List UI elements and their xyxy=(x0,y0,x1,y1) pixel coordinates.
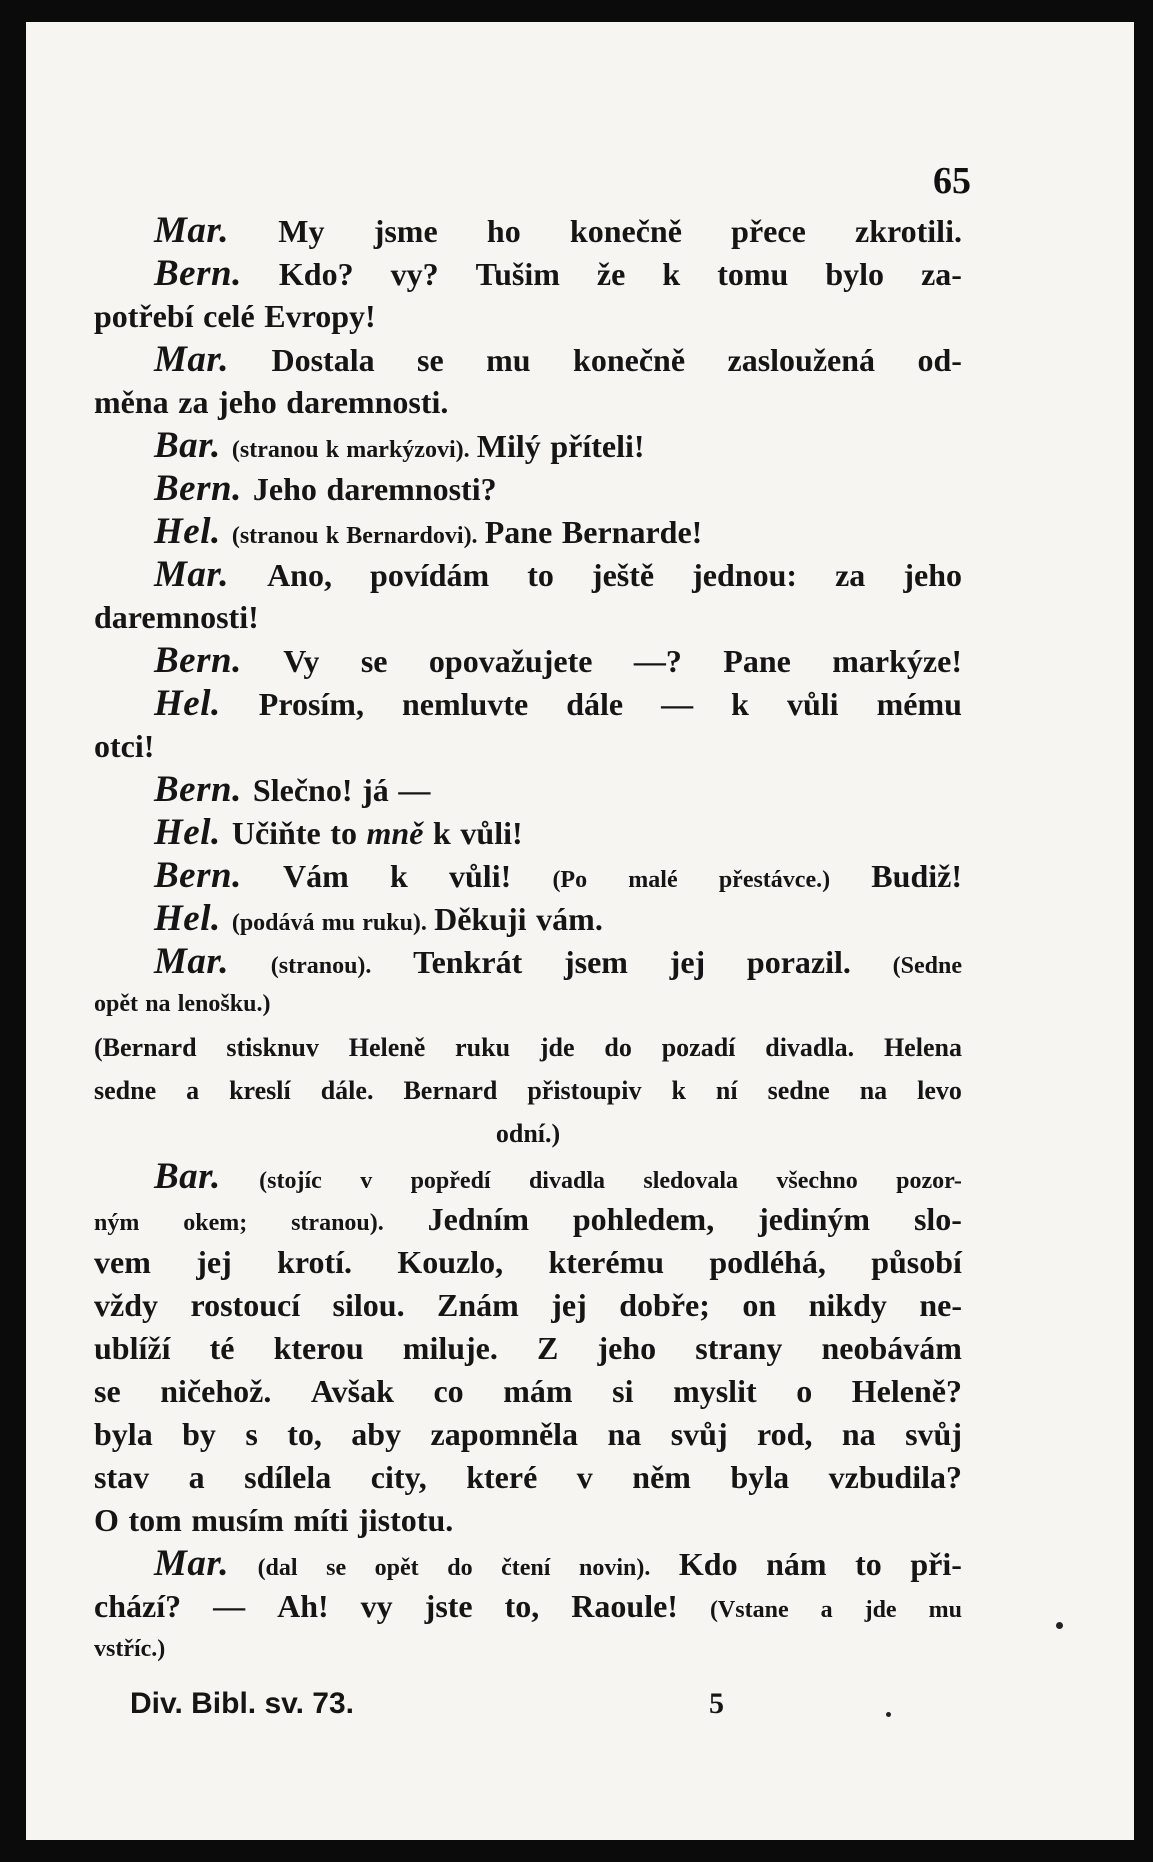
word: ještě xyxy=(591,557,655,593)
word: jsme xyxy=(373,213,438,249)
word: vůli! xyxy=(460,815,523,851)
word: svůj xyxy=(905,1416,962,1452)
word: Slečno! xyxy=(252,772,353,808)
word: vůli xyxy=(786,686,839,722)
word: se xyxy=(94,1373,121,1409)
word: city, xyxy=(370,1459,427,1495)
text-line xyxy=(94,1155,962,1198)
word: rostoucí xyxy=(190,1287,301,1323)
word: si xyxy=(612,1373,634,1409)
word: Kdo xyxy=(678,1546,738,1582)
word: Děkuji xyxy=(434,901,527,937)
word: míti xyxy=(293,1502,349,1538)
word: mému xyxy=(876,686,962,722)
word: My xyxy=(278,213,325,249)
printer-signature: Div. Bibl. sv. 73. xyxy=(130,1687,354,1720)
word: Pane xyxy=(723,643,791,679)
word: konečně xyxy=(573,342,686,378)
word: jediným xyxy=(758,1201,871,1237)
word: kterou xyxy=(273,1330,364,1366)
speaker-name: Hel. xyxy=(154,812,221,853)
page-number: 65 xyxy=(933,160,971,202)
word: k xyxy=(433,815,451,851)
text-line xyxy=(94,553,962,596)
word: Vy xyxy=(283,643,320,679)
word: to xyxy=(527,557,554,593)
word: do xyxy=(604,1033,632,1062)
word: přestávce.) xyxy=(718,867,831,893)
word: dále. xyxy=(320,1076,374,1105)
word: ničehož. xyxy=(160,1373,272,1409)
word: k xyxy=(325,523,340,549)
word: Pane xyxy=(484,514,553,550)
word: (Sedne xyxy=(892,953,962,979)
speaker-name: Hel. xyxy=(154,511,221,552)
word: — xyxy=(213,1588,246,1624)
text-line xyxy=(94,1499,962,1542)
text-line xyxy=(94,639,962,682)
word: které xyxy=(466,1459,538,1495)
word: vůli! xyxy=(449,858,512,894)
word: při- xyxy=(910,1546,962,1582)
word: konečně xyxy=(569,213,682,249)
word: vy? xyxy=(390,256,439,292)
word: jej xyxy=(551,1287,587,1323)
word: všechno xyxy=(776,1168,858,1194)
print-speck xyxy=(1056,1622,1063,1629)
text-line xyxy=(94,295,962,338)
word: Heleně? xyxy=(851,1373,962,1409)
word: na xyxy=(607,1416,642,1452)
word: kterému xyxy=(548,1244,665,1280)
word: kreslí xyxy=(229,1076,291,1105)
word: Prosím, xyxy=(258,686,364,722)
word: krotí. xyxy=(277,1244,353,1280)
word: příteli! xyxy=(550,428,645,464)
word: Jeho xyxy=(252,471,317,507)
speaker-name: Bern. xyxy=(154,468,242,509)
word: aby xyxy=(351,1416,402,1452)
word: tom xyxy=(128,1502,182,1538)
word: opět xyxy=(94,991,138,1017)
word: celé xyxy=(203,298,255,334)
word: dále xyxy=(566,686,624,722)
word: mám xyxy=(503,1373,573,1409)
word: novin). xyxy=(578,1555,651,1581)
word: daremnosti! xyxy=(94,599,259,635)
speaker-name: Bar. xyxy=(154,1156,221,1197)
word: za xyxy=(835,557,866,593)
word: (stranou xyxy=(231,437,319,463)
text-line xyxy=(94,252,962,295)
word: by xyxy=(182,1416,216,1452)
speaker-name: Mar. xyxy=(154,339,230,380)
word: O xyxy=(94,1502,119,1538)
word: opět xyxy=(374,1555,419,1581)
word: k xyxy=(671,1076,686,1105)
word: ným xyxy=(94,1210,140,1236)
speaker-name: Hel. xyxy=(154,898,221,939)
word: (podává xyxy=(231,910,315,936)
word: pozor- xyxy=(896,1168,962,1194)
word: zasloužená xyxy=(727,342,876,378)
word: Znám xyxy=(437,1287,519,1323)
text-line xyxy=(94,510,962,553)
word: zapomněla xyxy=(430,1416,579,1452)
text-line xyxy=(94,596,962,639)
word: musím xyxy=(191,1502,284,1538)
sheet-number: 5 xyxy=(708,1687,724,1720)
word: strany xyxy=(695,1330,783,1366)
text-line xyxy=(94,1542,962,1585)
stage-direction-line xyxy=(94,1026,962,1069)
word: miluje. xyxy=(402,1330,498,1366)
word: k xyxy=(662,256,681,292)
word: za- xyxy=(921,256,962,292)
word: to xyxy=(330,815,357,851)
word: Vám xyxy=(283,858,349,894)
word: Ano, xyxy=(267,557,332,593)
word: já xyxy=(362,772,389,808)
word: se xyxy=(417,342,444,378)
text-line xyxy=(94,682,962,725)
word: vem xyxy=(94,1244,151,1280)
word: (Bernard xyxy=(94,1033,197,1062)
text-line xyxy=(94,1370,962,1413)
word: pohledem, xyxy=(572,1201,715,1237)
word: to xyxy=(855,1546,882,1582)
word: jde xyxy=(539,1033,575,1062)
word: od- xyxy=(917,342,962,378)
word: měna xyxy=(94,384,169,420)
word: Tenkrát xyxy=(413,944,523,980)
word: Z xyxy=(537,1330,559,1366)
word: Učiňte xyxy=(231,815,321,851)
speaker-name: Mar. xyxy=(154,210,230,251)
speaker-name: Mar. xyxy=(154,1543,230,1584)
word: bylo xyxy=(825,256,885,292)
word: a xyxy=(820,1597,833,1623)
word: Kdo? xyxy=(278,256,354,292)
word: zkrotili. xyxy=(855,213,962,249)
speaker-name: Hel. xyxy=(154,683,221,724)
word: opovažujete xyxy=(428,643,593,679)
word: ruku). xyxy=(362,910,427,936)
text-line xyxy=(94,424,962,467)
text-line xyxy=(94,854,962,897)
word: na xyxy=(859,1076,888,1105)
word: (Vstane xyxy=(709,1597,789,1623)
word: povídám xyxy=(370,557,490,593)
word: vám. xyxy=(536,901,603,937)
word: chází? xyxy=(94,1588,182,1624)
text-line xyxy=(94,725,962,768)
text-line xyxy=(94,1284,962,1327)
word: stranou). xyxy=(291,1210,384,1236)
word: tomu xyxy=(717,256,789,292)
word: nemluvte xyxy=(401,686,529,722)
word: jeho xyxy=(218,384,277,420)
word: Heleně xyxy=(348,1033,426,1062)
text-line xyxy=(94,467,962,510)
word: divadla. xyxy=(765,1033,855,1062)
word: vy xyxy=(360,1588,393,1624)
word: přece xyxy=(731,213,806,249)
word: pozadí xyxy=(661,1033,736,1062)
word: jej xyxy=(669,944,706,980)
text-line xyxy=(94,1585,962,1628)
text-line xyxy=(94,381,962,424)
word: byla xyxy=(730,1459,790,1495)
word: (stranou xyxy=(231,523,319,549)
word: se xyxy=(360,643,388,679)
word: nikdy xyxy=(808,1287,887,1323)
word: Evropy! xyxy=(264,298,376,334)
word: jednou: xyxy=(692,557,798,593)
word: sdílela xyxy=(244,1459,332,1495)
word: sedne xyxy=(767,1076,830,1105)
word: jej xyxy=(196,1244,232,1280)
word: Jedním xyxy=(427,1201,529,1237)
word: k xyxy=(390,858,408,894)
word: Milý xyxy=(476,428,541,464)
word: v xyxy=(360,1168,373,1194)
stage-direction-line xyxy=(94,1069,962,1112)
word: za xyxy=(178,384,209,420)
word: (Po xyxy=(552,867,588,893)
word: Helena xyxy=(883,1033,962,1062)
word: Kouzlo, xyxy=(397,1244,504,1280)
stage-direction-line xyxy=(94,1112,962,1155)
word: (stojíc xyxy=(259,1168,322,1194)
word: to, xyxy=(504,1588,540,1624)
word: malé xyxy=(628,867,678,893)
word: se xyxy=(326,1555,347,1581)
speaker-name: Mar. xyxy=(154,941,230,982)
text-line xyxy=(94,1241,962,1284)
word: markýze! xyxy=(832,643,962,679)
book-page xyxy=(26,22,1134,1840)
text-line xyxy=(94,209,962,252)
text-line xyxy=(94,897,962,940)
word: silou. xyxy=(332,1287,405,1323)
word: k xyxy=(731,686,749,722)
print-speck xyxy=(886,1712,891,1717)
word: co xyxy=(433,1373,464,1409)
word: jste xyxy=(424,1588,473,1624)
word: k xyxy=(325,437,340,463)
word: vždy xyxy=(94,1287,158,1323)
speaker-name: Mar. xyxy=(154,554,230,595)
word: sedne xyxy=(94,1076,157,1105)
text-line xyxy=(94,940,962,983)
word: potřebí xyxy=(94,298,194,334)
word: markýzovi). xyxy=(346,437,470,463)
word: ho xyxy=(486,213,521,249)
word: ublíží xyxy=(94,1330,171,1366)
word: jeho xyxy=(903,557,962,593)
text-line xyxy=(94,1198,962,1241)
word: něm xyxy=(632,1459,691,1495)
word: daremnosti. xyxy=(286,384,449,420)
word: mu xyxy=(486,342,531,378)
word: a xyxy=(186,1076,200,1105)
word: mu xyxy=(928,1597,962,1623)
word: sledovala xyxy=(643,1168,739,1194)
word: mu xyxy=(321,910,356,936)
word: v xyxy=(576,1459,593,1495)
word: Bernarde! xyxy=(561,514,703,550)
text-line xyxy=(94,1456,962,1499)
word: —? xyxy=(633,643,682,679)
word: otci! xyxy=(94,728,155,764)
word: myslit xyxy=(673,1373,757,1409)
word: on xyxy=(742,1287,777,1323)
page-footer xyxy=(130,1687,920,1721)
word: Ah! xyxy=(277,1588,329,1624)
text-block xyxy=(94,209,962,1671)
word: působí xyxy=(871,1244,962,1280)
word: s xyxy=(245,1416,258,1452)
word: Bernard xyxy=(403,1076,498,1105)
word: Tušim xyxy=(475,256,560,292)
word: přistoupiv xyxy=(527,1076,642,1105)
text-line xyxy=(94,1413,962,1456)
text-line xyxy=(94,768,962,811)
word: od xyxy=(495,1119,524,1148)
word: ruku xyxy=(455,1033,511,1062)
word: Dostala xyxy=(271,342,375,378)
text-line xyxy=(94,811,962,854)
word: (stranou). xyxy=(270,953,372,979)
word: jeho xyxy=(597,1330,657,1366)
word: daremnosti? xyxy=(326,471,497,507)
word: čtení xyxy=(501,1555,551,1581)
word: jsem xyxy=(563,944,628,980)
word: o xyxy=(796,1373,813,1409)
word: rod, xyxy=(757,1416,813,1452)
word: jistotu. xyxy=(358,1502,454,1538)
word: Budiž! xyxy=(871,858,962,894)
word: té xyxy=(209,1330,235,1366)
word: podléhá, xyxy=(709,1244,826,1280)
speaker-name: Bern. xyxy=(154,253,242,294)
word: — xyxy=(398,772,431,808)
word: do xyxy=(447,1555,473,1581)
word: neobávám xyxy=(821,1330,962,1366)
word: divadla xyxy=(528,1168,605,1194)
word: Avšak xyxy=(310,1373,394,1409)
word: stav xyxy=(94,1459,150,1495)
word: levo xyxy=(917,1076,962,1105)
word: popředí xyxy=(410,1168,491,1194)
word: Bernardovi). xyxy=(346,523,478,549)
word: okem; xyxy=(183,1210,248,1236)
word: porazil. xyxy=(746,944,851,980)
word: byla xyxy=(94,1416,153,1452)
word: slo- xyxy=(913,1201,962,1237)
text-line xyxy=(94,1327,962,1370)
word: Raoule! xyxy=(571,1588,678,1624)
word: na xyxy=(145,991,171,1017)
word: nám xyxy=(766,1546,827,1582)
word: a xyxy=(188,1459,205,1495)
word: že xyxy=(596,256,626,292)
word: lenošku.) xyxy=(177,991,271,1017)
speaker-name: Bern. xyxy=(154,769,242,810)
text-line xyxy=(94,1628,962,1671)
word: ní.) xyxy=(523,1119,561,1148)
word: (dal xyxy=(257,1555,298,1581)
word: dobře; xyxy=(619,1287,710,1323)
speaker-name: Bern. xyxy=(154,855,242,896)
text-line xyxy=(94,338,962,381)
word: svůj xyxy=(670,1416,728,1452)
word: jde xyxy=(864,1597,897,1623)
text-line xyxy=(94,983,962,1026)
word: vstříc.) xyxy=(94,1636,166,1662)
word: — xyxy=(661,686,694,722)
word: ní xyxy=(715,1076,738,1105)
word: na xyxy=(841,1416,876,1452)
word: stisknuv xyxy=(226,1033,319,1062)
speaker-name: Bar. xyxy=(154,425,221,466)
word: vzbudila? xyxy=(828,1459,962,1495)
word: to, xyxy=(287,1416,322,1452)
word: mně xyxy=(366,815,424,851)
speaker-name: Bern. xyxy=(154,640,242,681)
word: ne- xyxy=(919,1287,962,1323)
